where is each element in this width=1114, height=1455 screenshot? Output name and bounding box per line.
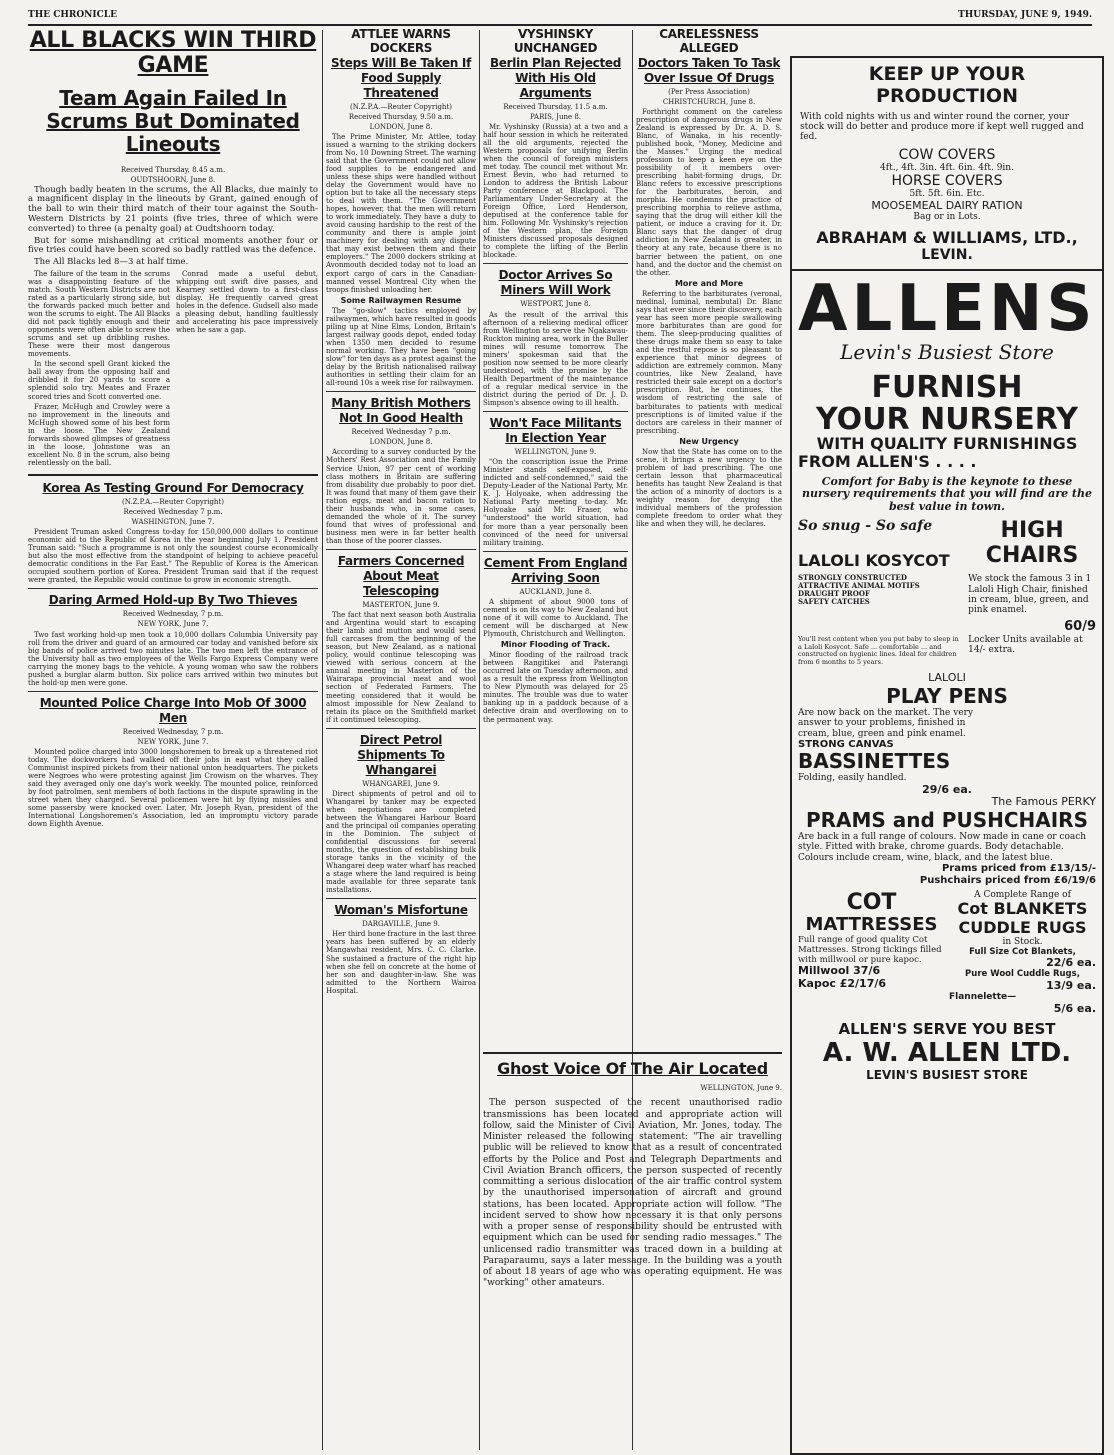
- strong-canvas: STRONG CANVAS: [798, 738, 894, 750]
- cuddle-rugs: CUDDLE RUGS: [958, 917, 1087, 937]
- laloli: LALOLI: [928, 671, 966, 685]
- carelessness-subheadline: Doctors Taken To Task Over Issue Of Drugs: [637, 55, 781, 85]
- perky: The Famous PERKY: [991, 795, 1096, 809]
- ghost-body: The person suspected of the recent unauthorised radio transmissions has been located and appropriate action will follow, said the Minister of Civil Aviation, Mr. Jones, today. The Minister released the following statement: "The air travelling public will be relieved to know that as a result of concentrated efforts by the Police and Post and Telegraph Departments and Civil Aviation Branch officers, the person suspected of recently committing a serious dislocation of the air traffic control system by the unauthorised impersonation of aircraft and ground stations, has been located. Appropriate action will follow. "The incident served to show how necessary it is that only persons with a proper sense of responsibility should be entrusted with equipment which can be used for sending radio messages." The unlicensed radio transmitter was traced down in a building at Paraparaumu, says a later message. In the building was a youth of about 18 years of age who was operating equipment. He was "working" other amateurs.: [483, 1098, 782, 1289]
- horse-covers: HORSE COVERS: [891, 173, 1003, 190]
- production-heading: KEEP UP YOUR PRODUCTION: [868, 63, 1026, 107]
- misfortune-body: Her third bone fracture in the last three years has been suffered by an elderly Mangawhai resident, Mrs. C. C. Clarke. She sustained a fracture of the right hip when she fell on concrete at the home of her son and daughter-in-law. She was admitted to the Northern Wairoa Hospital.: [326, 930, 476, 995]
- attlee-dateline: LONDON, June 8.: [369, 122, 433, 131]
- paper-name: THE CHRONICLE: [28, 9, 117, 20]
- cot-feature: ATTRACTIVE ANIMAL MOTIFS: [798, 581, 920, 591]
- flooding-headline: Minor Flooding of Track.: [500, 639, 611, 649]
- militants-body: "On the conscription issue the Prime Minister stands self-exposed, self-indicted and self-condemned," said the Deputy-Leader of the National Party, Mr. K. J. Holyoake, when addressing the National Party meeting to-day. Mr. Holyoake said Mr. Fraser, who "understood" the world situation, had for more than a year personally been convinced of the need for universal military training.: [483, 458, 628, 547]
- levin: LEVIN.: [921, 246, 973, 263]
- farmers-body: The fact that next season both Australia and Argentina would start to escaping their lamb and mutton and would send full carcases from the beginning of the season, but New Zealand, as a national policy, would continue telescoping was viewed with serious concern at the annual meeting in Masterton of the Wairarapa provincial meat and wool section of Federated Farmers. The meeting considered that it would be almost impossible for New Zealand to retain its place on the Smithfield market if it continued telescoping.: [326, 611, 476, 724]
- doctor-arrives-dateline: WESTPORT, June 8.: [520, 300, 591, 309]
- misfortune-dateline: DARGAVILLE, June 9.: [362, 920, 440, 929]
- attlee-body-2: The "go-slow" tactics employed by railwaymen, which have resulted in goods piling up at Nine Elms, London, Britain's largest railway goods depot, ended today when 1350 men decided to resume normal working. They have been "going slow" for ten days as a protest against the delay by the British nationalised railway authorities in settling their claim for an all-round 10s a week rise for railwaymen.: [326, 306, 476, 388]
- mounted-body: Mounted police charged into 3000 longshoremen to break up a threatened riot today. The dockworkers had walked off their jobs in east what they called Communist inspired pickets from their national union headquarters. The pickets were Negroes who were protesting against Jim Crowism on the wharves. They said they averaged only one day's work weekly. The mounted police, reinforced by foot patrolmen, sent members of both factions in the dispute sprawling in the street when they charged. Several policemen were hit by flying missiles and some passersby were knocked over. Later, Mr. Joseph Ryan, president of the International Longshoremen's Association, led an impromptu victory parade down Eighth Avenue.: [28, 747, 318, 829]
- carelessness-body-3: Now that the State has come on to the scene, it brings a new urgency to the problem of bad prescribing. The one certain lesson that pharmaceutical benefits has taught New Zealand is that the action of a minority of doctors is a weighty reason for denying the individual members of the profession complete freedom to order what they like and when they will, he declares.: [636, 447, 782, 529]
- mothers-received: Received Wednesday 7 p.m.: [351, 428, 451, 437]
- mothers-body: According to a survey conducted by the Mothers' Rest Association and the Family Service Union, 97 per cent of working class mothers in Britain are suffering from disability due probably to poor diet. It was found that many of them gave their ration eggs, meat and bacon ration to their husbands who, in some cases, demanded the whole of it. The survey found that wives of professional and business men were in far better health than those of the poorer classes.: [326, 448, 476, 545]
- cot-note: You'll rest content when you put baby to sleep in a Laloli Kosycot. Safe ... comfortable ... and constructed on hygienic lines. Ideal for children from 6 months to 5 years.: [798, 635, 959, 666]
- mattresses-heading: MATTRESSES: [805, 914, 938, 936]
- moosemeal: MOOSEMEAL DAIRY RATION: [871, 198, 1023, 212]
- body-paragraph: Frazer, McHugh and Crowley were a no improvement in the lineouts and McHugh showed some of his best form in the loose. The New Zealand forwards showed glimpses of greatness in the loose, Johnstone was an excellent No. 8 in the scrum, also being relentlessly on the ball.: [28, 402, 170, 467]
- cow-sizes: 4ft., 4ft. 3in. 4ft. 6in. 4ft. 9in.: [880, 162, 1014, 173]
- kapoc-price: Kapoc £2/17/6: [798, 977, 887, 991]
- cot-features: [798, 574, 964, 606]
- millwool-price: Millwool 37/6: [798, 964, 881, 978]
- attlee-body: The Prime Minister, Mr. Attlee, today issued a warning to the striking dockers from No. 10 Downing Street. The warning said that the Government could not allow food supplies to be endangered and unless these ships were handled without delay the Government would have no option but to take all the necessary steps to deal with them. "The Government hopes, however, that the men will return to work immediately. They have a duty to avoid causing hardship to the rest of the community and there is ample joint machinery for dealing with any dispute that may exist between them and their employers." The 2000 dockers striking at Avonmouth decided today not to load an export cargo of cars in the Canadian-manned vessel Montreal City when the troops finished unloading her.: [326, 132, 476, 294]
- doctor-arrives-body: As the result of the arrival this afternoon of a relieving medical officer from Wellington to serve the Ngakawau-Ruckton mining area, work in the Buller mines will resume tomorrow. The miners' spokesman said that the position now seemed to be more clearly understood, with the promise by the Health Department of the maintenance of a regular medical service in the district during the period of Dr. J. D. Simpson's absence owing to ill health.: [483, 310, 628, 408]
- bassinettes-price: 29/6 ea.: [922, 782, 972, 796]
- chairs-price: 60/9: [1064, 618, 1096, 634]
- railwaymen-subhead: Some Railwaymen Resume: [340, 295, 462, 305]
- vyshinsky-headline: VYSHINSKY UNCHANGED: [513, 28, 598, 55]
- vyshinsky-subheadline: Berlin Plan Rejected With His Old Arguments: [489, 55, 622, 100]
- allens-script: Levin's Busiest Store: [840, 340, 1054, 365]
- column-1: [28, 28, 318, 1448]
- high-heading: HIGH: [1000, 517, 1064, 543]
- quality-furnishings: WITH QUALITY FURNISHINGS: [816, 434, 1078, 454]
- attlee-received: Received Thursday, 9.50 a.m.: [348, 112, 454, 121]
- halftime-line: The All Blacks led 8—3 at half time.: [34, 257, 189, 268]
- mattresses-body: Full range of good quality Cot Mattresses. Strong tickings filled with millwool or pure kapoc.: [798, 935, 942, 965]
- issue-date: THURSDAY, JUNE 9, 1949.: [958, 9, 1092, 20]
- prams-pushchairs: PRAMS and PUSHCHAIRS: [805, 808, 1088, 833]
- your-nursery: YOUR NURSERY: [816, 401, 1078, 437]
- holdup-headline: Daring Armed Hold-up By Two Thieves: [48, 593, 298, 608]
- all-blacks-subheadline: Team Again Failed In Scrums But Dominated Lineouts: [46, 85, 300, 156]
- militants-dateline: WELLINGTON, June 9.: [514, 448, 597, 457]
- mothers-dateline: LONDON, June 8.: [369, 438, 433, 447]
- korea-headline: Korea As Testing Ground For Democracy: [42, 480, 304, 495]
- holdup-dateline: NEW YORK, June 7.: [137, 620, 209, 629]
- cow-covers: COW COVERS: [898, 146, 996, 163]
- mothers-headline: Many British Mothers Not In Good Health: [331, 396, 471, 426]
- from-allens: FROM ALLEN'S . . . .: [798, 452, 977, 472]
- body-paragraph: The failure of the team in the scrums was a disappointing feature of the match. South Western Districts are not rated as a particularly strong side, but the forwards packed much better and won the scrums to eight. The All Blacks did not pack tightly enough and their opponents were often able to screw the scrums and set up dribbling rushes. These were their most dangerous movements.: [28, 269, 170, 359]
- horse-sizes: 5ft. 5ft. 6in. Etc.: [909, 189, 985, 200]
- new-urgency-subhead: New Urgency: [679, 436, 739, 446]
- vyshinsky-body: Mr. Vyshinsky (Russia) at a two and a half hour session in which he reiterated all the old arguments, rejected the Western proposals for unifying Berlin when the council of foreign ministers met today. The council met without Mr. Ernest Bevin, who had returned to London to address the British Labour Party conference at Blackpool. The Parliamentary Under-Secretary at the Foreign Office, Lord Henderson, deputised at the conference table for him. Following Mr. Vyshinsky's rejection of the Western plan, the Foreign Ministers discussed proposals designed to complete the lifting of the Berlin blockade.: [483, 122, 628, 260]
- cement-dateline: AUCKLAND, June 8.: [519, 587, 592, 596]
- cot-feature: DRAUGHT PROOF: [798, 589, 870, 599]
- lead-paragraph-2: But for some mishandling at critical moments another four or five tries could have been scored so badly rattled was the defence.: [28, 235, 318, 256]
- bassinettes: BASSINETTES: [798, 749, 951, 774]
- wool-cuddle: Pure Wool Cuddle Rugs,: [965, 969, 1080, 980]
- attlee-headline: ATTLEE WARNS DOCKERS: [351, 28, 451, 55]
- production-body: With cold nights with us and winter round the corner, your stock will do better and produce more if kept well rugged and fed.: [800, 111, 1084, 143]
- flannelette: Flannelette—: [949, 992, 1017, 1003]
- cot-feature: STRONGLY CONSTRUCTED: [798, 573, 907, 583]
- prams-body: Are back in a full range of colours. Now made in cane or coach style. Fitted with brake, chrome guards. Body detachable. Colours include cream, wine, black, and the latest blue.: [798, 832, 1087, 863]
- body-paragraph: In the second spell Grant kicked the ball away from the opposing half and dribbled it for 20 yards to score a splendid solo try. Meates and Frazer scored tries and Scott converted one.: [28, 360, 170, 401]
- attlee-source: (N.Z.P.A.—Reuter Copyright): [350, 102, 452, 111]
- ghost-headline: Ghost Voice Of The Air Located: [497, 1059, 768, 1078]
- ghost-voice-story: [483, 1052, 782, 1452]
- furnish: FURNISH: [871, 370, 1023, 406]
- chairs-body: We stock the famous 3 in 1 Laloli High Chair, finished in cream, blue, green, and pink enamel.: [968, 574, 1092, 616]
- carelessness-body-2: Referring to the barbiturates (veronal, medinal, luminal, nembutal) Dr. Blanc says that ever since their discovery, each year has seen more people swallowing more barbiturates than are good for them. The sleep-producing qualities of these drugs make them so easy to take and the restful repose is so pleasant to experience that minor degrees of addiction are extremely common. Many countries, like New Zealand, have restricted their sale except on a doctor's prescription. But, he continues, the wisdom of restricting the sale of barbiturates to patients with medical prescriptions is of limited value if the doctors are careless in their manner of prescribing.: [636, 289, 782, 435]
- full-size-price: 22/6 ea.: [1046, 956, 1096, 970]
- mounted-dateline: NEW YORK, June 7.: [137, 737, 209, 746]
- more-and-more-subhead: More and More: [674, 278, 744, 288]
- prams-price: Prams priced from £13/15/-: [941, 863, 1096, 875]
- korea-received: Received Wednesday 7 p.m.: [123, 507, 223, 516]
- masthead: [28, 6, 1092, 26]
- carelessness-dateline: CHRISTCHURCH, June 8.: [662, 97, 756, 106]
- production-ad: [792, 58, 1102, 271]
- mounted-received: Received Wednesday, 7 p.m.: [122, 727, 224, 736]
- carelessness-body: Forthright comment on the careless prescription of dangerous drugs in New Zealand is expressed by Dr. A. D. S. Blanc, of Wanaka, in his recently-published book, "Money, Medicine and the Masses." Urging the medical profession to keep a keen eye on the possibility of it members over-prescribing habit-forming drugs, Dr. Blanc refers to excessive prescriptions for the barbiturates, heroin, and morphia. He condemns the practice of prescribing morphia to relieve asthma, saying that the drug will either kill the patient, or induce a craving for it. Dr. Blanc says that the danger of drug addiction in New Zealand is greater, in theory at any rate, because there is no barrier between the patient, on one hand, and the doctor and the chemist on the other.: [636, 107, 782, 277]
- mounted-headline: Mounted Police Charge Into Mob Of 3000 Men: [39, 695, 307, 725]
- vyshinsky-received: Received Thursday, 11.5 a.m.: [503, 102, 608, 111]
- pushchairs-price: Pushchairs priced from £6/19/6: [919, 874, 1096, 886]
- advertisement-panel: [790, 56, 1104, 1455]
- petrol-headline: Direct Petrol Shipments To Whangarei: [357, 732, 445, 777]
- carelessness-headline: CARELESSNESS ALLEGED: [659, 28, 759, 55]
- moosemeal-sub: Bag or in Lots.: [913, 212, 981, 223]
- play-pens: PLAY PENS: [886, 683, 1008, 708]
- holdup-received: Received Wednesday, 7 p.m.: [122, 610, 224, 619]
- abraham-williams: ABRAHAM & WILLIAMS, LTD.,: [816, 227, 1078, 247]
- farmers-headline: Farmers Concerned About Meat Telescoping: [337, 553, 465, 598]
- cement-headline: Cement From England Arriving Soon: [483, 555, 628, 585]
- body-paragraph: Conrad made a useful debut, whipping out swift dive passes, and Kearney settled down to a first-class display. He frequently carved great holes in the defence. Gudsell also made a pleasing debut, handling faultlessly and accelerating his pace impressively when he saw a gap.: [176, 269, 318, 335]
- allens-logo: ALLENS: [798, 272, 1097, 347]
- cot-feature: SAFETY CATCHES: [798, 597, 870, 607]
- misfortune-headline: Woman's Misfortune: [334, 903, 468, 918]
- cot-heading: COT: [846, 890, 897, 916]
- column-3a: [483, 28, 628, 1048]
- cot-blankets: Cot BLANKETS: [957, 899, 1088, 919]
- column-4: [636, 28, 782, 1048]
- farmers-dateline: MASTERTON, June 9.: [362, 600, 440, 609]
- ghost-dateline: WELLINGTON, June 9.: [700, 1084, 782, 1093]
- attlee-subheadline: Steps Will Be Taken If Food Supply Threatened: [331, 55, 471, 100]
- in-stock: in Stock.: [1002, 937, 1043, 948]
- locker-units: Locker Units available at 14/- extra.: [968, 634, 1083, 656]
- playpens-body: Are now back on the market. The very answer to your problems, finished in cream, blue, green and pink enamel.: [798, 707, 974, 739]
- chairs-heading: CHAIRS: [985, 543, 1079, 569]
- carelessness-source: (Per Press Association): [668, 87, 750, 96]
- all-blacks-headline: ALL BLACKS WIN THIRD GAME: [29, 28, 317, 79]
- flannelette-price: 5/6 ea.: [1053, 1001, 1096, 1015]
- flooding-body: Minor flooding of the railroad track between Rangitikei and Paterangi occurred late on Tuesday afternoon, and as a result the express from Wellington to New Plymouth was delayed for 25 minutes. The trouble was due to water banking up in a paddock because of a defective drain and overflowing on to the permanent way.: [483, 651, 628, 724]
- petrol-body: Direct shipments of petrol and oil to Whangarei by tanker may be expected when negotiations are completed between the Whangarei Harbour Board and the principal oil companies operating in the Dominion. The subject of confidential discussions for several months, the question of establishing bulk storage tanks in the vicinity of the Whangarei deep water wharf has reached a stage where the land required is being made available for three separate tank installations.: [326, 789, 476, 895]
- kosycot-brand: LALOLI KOSYCOT: [798, 550, 950, 570]
- cement-body: A shipment of about 9000 tons of cement is on its way to New Zealand but none of it will come to Auckland. The cement will be discharged at New Plymouth, Christchurch and Wellington.: [483, 597, 628, 638]
- aw-allen: A. W. ALLEN LTD.: [822, 1037, 1072, 1068]
- holdup-body: Two fast working hold-up men took a 10,000 dollars Columbia University pay roll from the driver and guard of an armoured car today and vanished before six big bands of police arrived two minutes late. The two men left the entrance of the University hall as two employees of the Wells Fargo Express Company were carrying the money bags to the vehicle. A young woman who saw the robbers pushed a burglar alarm button. Six police cars arrived within two minutes but the hold-up men were gone.: [28, 630, 318, 687]
- petrol-dateline: WHANGAREI, June 9.: [362, 779, 440, 788]
- wool-cuddle-price: 13/9 ea.: [1046, 978, 1096, 992]
- korea-source: (N.Z.P.A.—Reuter Copyright): [122, 497, 224, 506]
- busiest-store: LEVIN'S BUSIEST STORE: [866, 1067, 1028, 1082]
- korea-body: President Truman asked Congress to-day for 150,000,000 dollars to continue economic aid to the Republic of Korea in the year beginning July 1. President Truman said: "Such a programme is not only the soundest course economically but also the most effective from the standpoint of helping to achieve peaceful democratic conditions in the Far East." The Republic of Korea is the American occupied southern portion of Korea. President Truman said that if the request were granted, the Republic would continue to grow in economic strength.: [28, 528, 318, 585]
- complete-range: A Complete Range of: [974, 890, 1071, 901]
- doctor-arrives-headline: Doctor Arrives So Miners Will Work: [498, 268, 613, 298]
- militants-headline: Won't Face Militants In Election Year: [489, 416, 622, 446]
- allens-ad: [792, 271, 1102, 1088]
- dateline: OUDTSHOORN, June 8.: [130, 175, 216, 184]
- serve-you-best: ALLEN'S SERVE YOU BEST: [838, 1020, 1056, 1039]
- snug-safe: So snug - So safe: [798, 517, 933, 534]
- full-size: Full Size Cot Blankets,: [969, 946, 1076, 957]
- column-2: [326, 28, 476, 1448]
- korea-dateline: WASHINGTON, June 7.: [131, 518, 215, 527]
- vyshinsky-dateline: PARIS, June 8.: [529, 112, 582, 121]
- received-line: Received Thursday, 8.45 a.m.: [120, 165, 226, 174]
- lead-paragraph: Though badly beaten in the scrums, the All Blacks, due mainly to a magnificent display in the lineouts by Grant, gained enough of the ball to win their third match of their tour against the South-Western Districts by 21 points (five tries, three of which were converted) to three (a penalty goal) at Oudtshoorn today.: [28, 184, 318, 234]
- bassinettes-body: Folding, easily handled.: [798, 773, 907, 784]
- comfort-line: Comfort for Baby is the keynote to these nursery requirements that you will find are the best value in town.: [801, 474, 1093, 514]
